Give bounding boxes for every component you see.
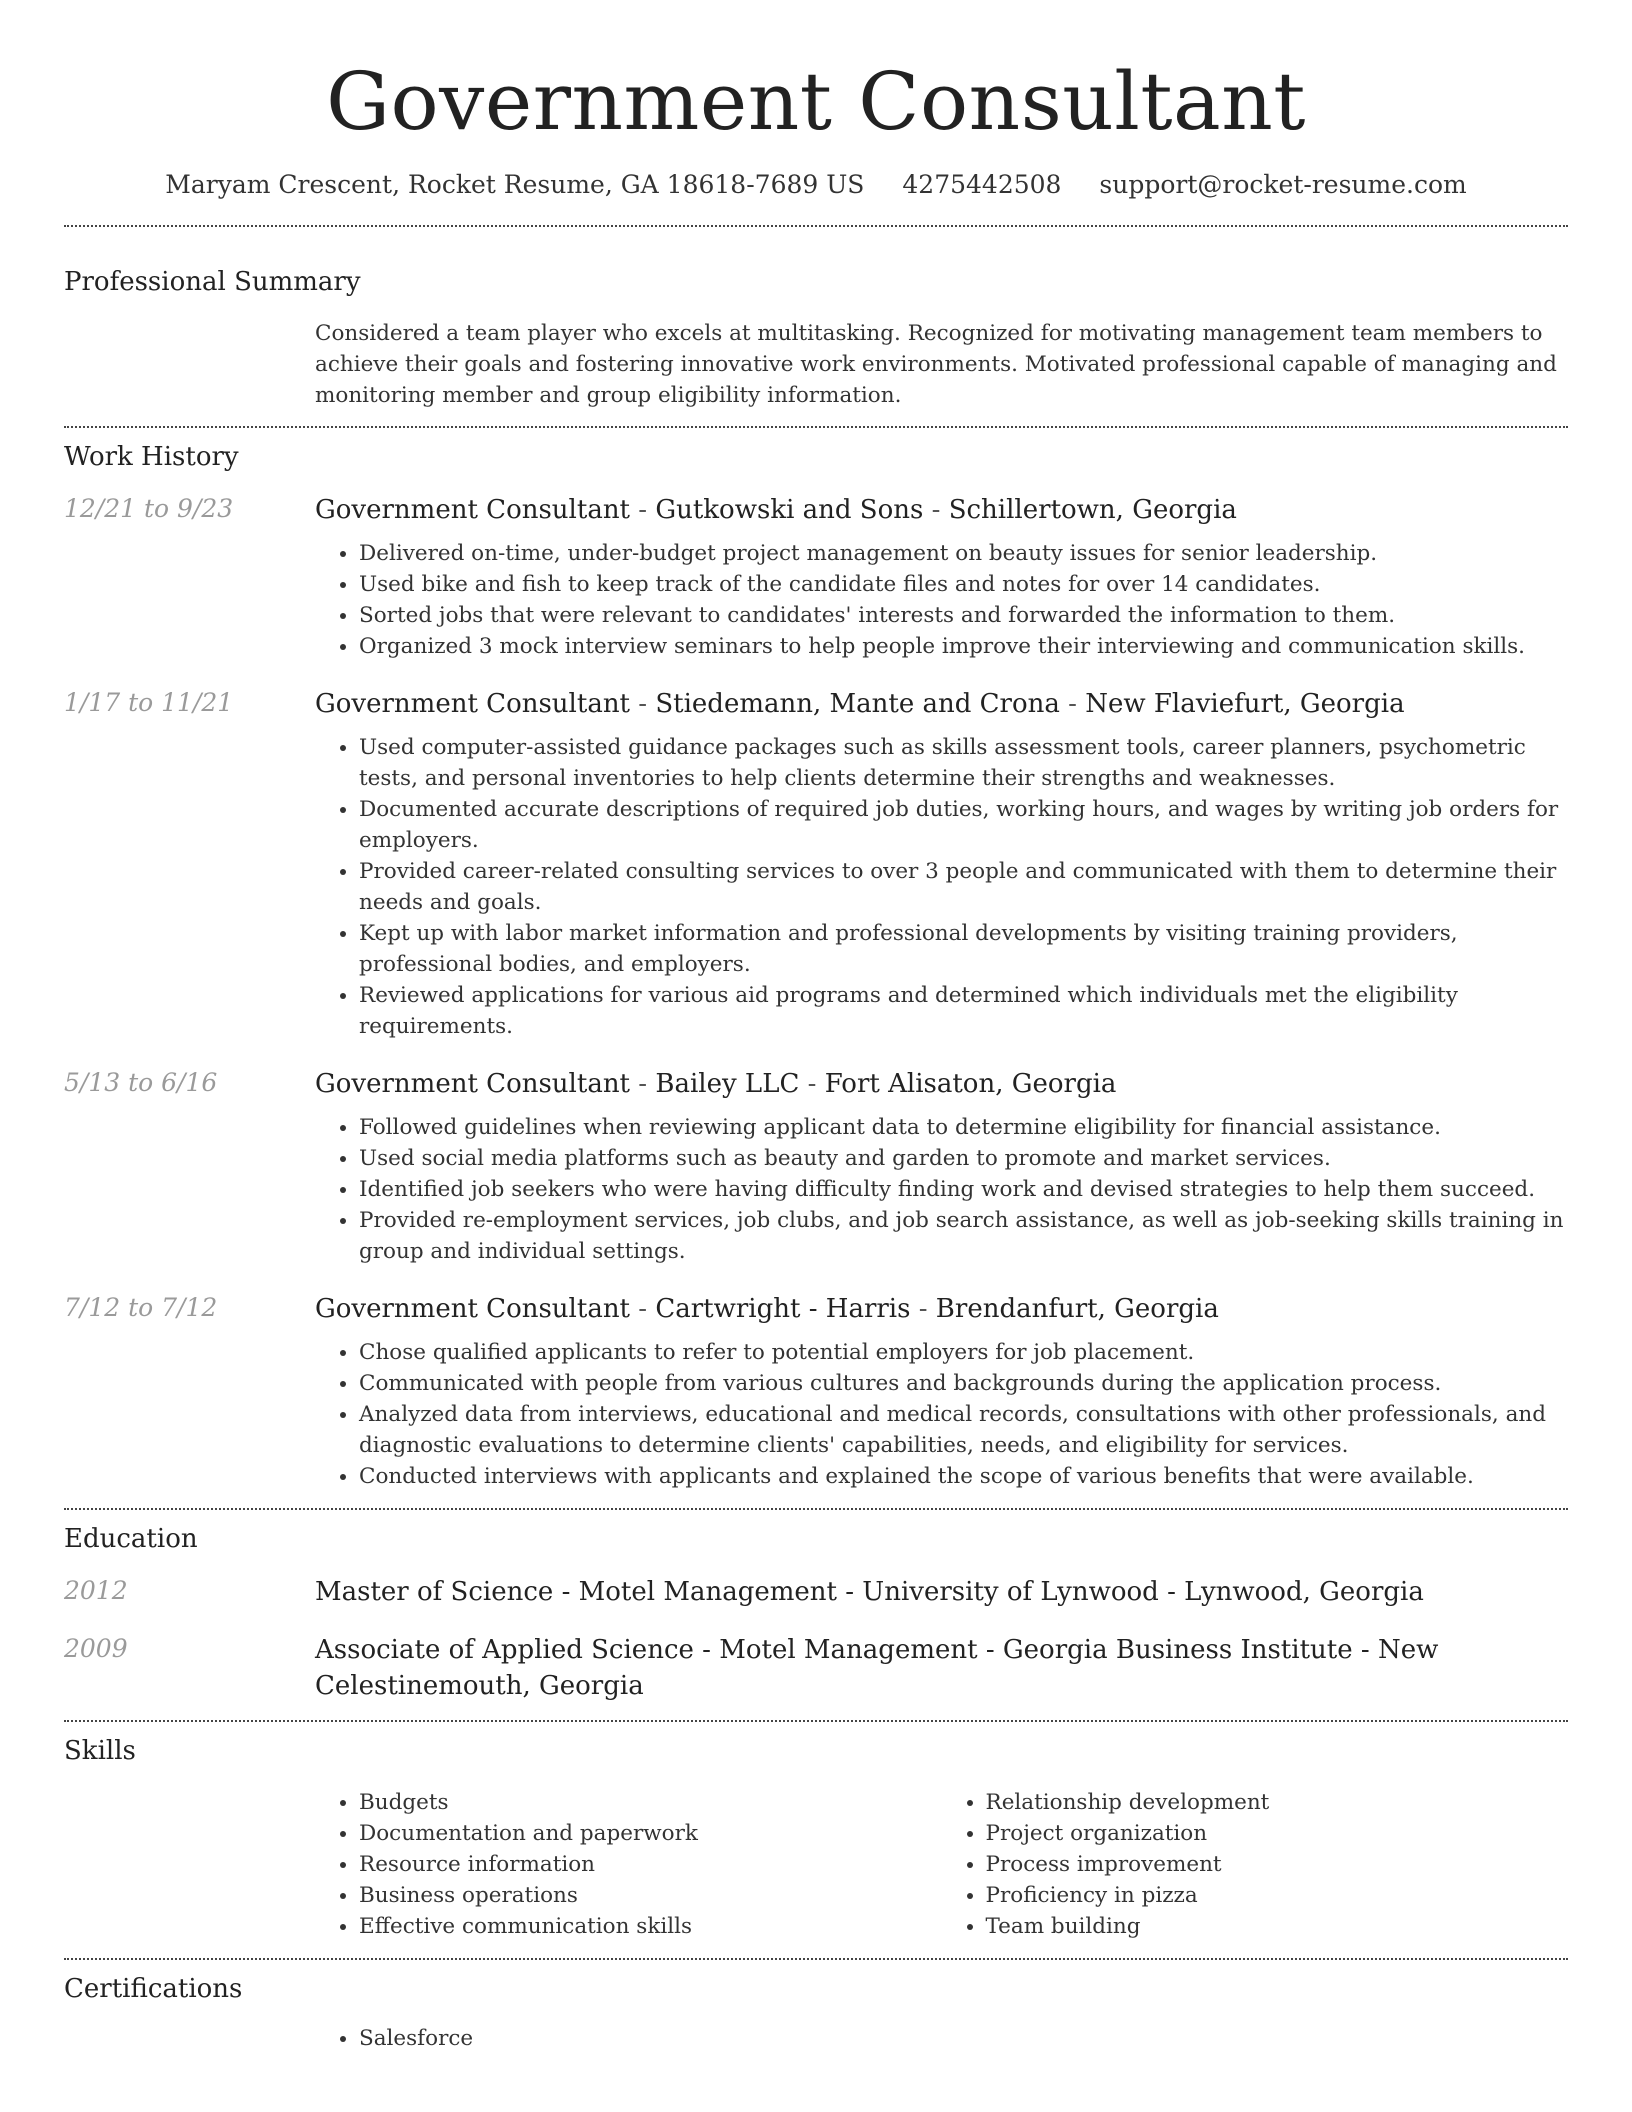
job-company: Stiedemann, Mante and Crona xyxy=(655,689,1060,719)
job-company: Gutkowski and Sons xyxy=(655,495,924,525)
education-school: Georgia Business Institute xyxy=(1002,1635,1353,1665)
job-bullet: • Sorted jobs that were relevant to candidates' interests and forwarded the information to them. xyxy=(359,600,1568,631)
job-bullet: • Identified job seekers who were having difficulty finding work and devised strategies to help them succeed. xyxy=(359,1174,1568,1205)
title-separator: - xyxy=(1158,1577,1185,1607)
job-entry xyxy=(64,686,1568,1042)
job-body xyxy=(315,686,1568,1042)
job-body xyxy=(315,1066,1568,1267)
divider xyxy=(64,1508,1568,1510)
job-entry xyxy=(64,1066,1568,1267)
resume-header xyxy=(0,0,1632,202)
education-title xyxy=(315,1574,1568,1610)
job-body xyxy=(315,1291,1568,1492)
job-title xyxy=(315,492,1568,528)
title-separator: - xyxy=(910,1294,936,1324)
job-company: Bailey LLC xyxy=(655,1069,800,1099)
job-entry xyxy=(64,492,1568,662)
job-title xyxy=(315,1066,1568,1102)
skill-item: • Business operations xyxy=(359,1880,942,1911)
skill-item: • Project organization xyxy=(986,1818,1569,1849)
job-dates: 7/12 to 7/12 xyxy=(64,1293,218,1322)
job-location: Fort Alisaton, Georgia xyxy=(824,1069,1117,1099)
title-separator: - xyxy=(630,689,656,719)
education-field: Motel Management xyxy=(719,1635,978,1665)
work-history-list xyxy=(0,492,1632,1492)
education-entry xyxy=(64,1574,1568,1610)
section-title-skills: Skills xyxy=(64,1736,136,1766)
divider xyxy=(64,426,1568,428)
job-bullets xyxy=(315,732,1568,1042)
job-title xyxy=(315,686,1568,722)
job-bullet: • Chose qualified applicants to refer to potential employers for job placement. xyxy=(359,1337,1568,1368)
job-bullet: • Used bike and fish to keep track of the candidate files and notes for over 14 candidates. xyxy=(359,569,1568,600)
title-separator: - xyxy=(693,1635,720,1665)
job-entry xyxy=(64,1291,1568,1492)
job-bullets xyxy=(315,1337,1568,1492)
job-dates: 5/13 to 6/16 xyxy=(64,1068,218,1097)
certifications-column xyxy=(315,2023,974,2054)
title-separator: - xyxy=(836,1577,863,1607)
education-degree: Master of Science xyxy=(315,1577,554,1607)
education-location: Lynwood, Georgia xyxy=(1184,1577,1424,1607)
skill-item: • Budgets xyxy=(359,1787,942,1818)
job-bullet: • Used social media platforms such as beauty and garden to promote and market services. xyxy=(359,1143,1568,1174)
section-title-work: Work History xyxy=(64,442,239,472)
job-bullet: • Delivered on-time, under-budget project management on beauty issues for senior leadership. xyxy=(359,538,1568,569)
education-school: University of Lynwood xyxy=(862,1577,1159,1607)
email: support@rocket-resume.com xyxy=(1099,170,1467,199)
phone: 4275442508 xyxy=(902,170,1062,199)
section-title-summary: Professional Summary xyxy=(64,267,361,297)
job-bullet: • Used computer-assisted guidance packages such as skills assessment tools, career planners, psychometric tests, and personal inventories to help clients determine their strengths and weaknesses. xyxy=(359,732,1568,794)
job-company: Cartwright - Harris xyxy=(655,1294,911,1324)
job-bullet: • Provided re-employment services, job clubs, and job search assistance, as well as job-seeking skills training in group and individual settings. xyxy=(359,1205,1568,1267)
education-title xyxy=(315,1632,1568,1704)
title-separator: - xyxy=(977,1635,1003,1665)
skill-item: • Relationship development xyxy=(986,1787,1569,1818)
summary-text: Considered a team player who excels at multitasking. Recognized for motivating management team members to achieve their goals and fostering innovative work environments. Motivated professional capable of managing and monitoring member and group eligibility information. xyxy=(315,321,1557,408)
job-bullet: • Kept up with labor market information and professional developments by visiting training providers, professional bodies, and employers. xyxy=(359,918,1568,980)
skill-item: • Effective communication skills xyxy=(359,1911,942,1942)
job-bullets xyxy=(315,538,1568,662)
job-role: Government Consultant xyxy=(315,1069,631,1099)
certification-item: • Salesforce xyxy=(359,2023,974,2054)
job-bullet: • Organized 3 mock interview seminars to help people improve their interviewing and communication skills. xyxy=(359,631,1568,662)
job-bullet: • Reviewed applications for various aid programs and determined which individuals met the eligibility requirements. xyxy=(359,980,1568,1042)
skill-item: • Team building xyxy=(986,1911,1569,1942)
divider xyxy=(64,225,1568,227)
candidate-name: Government Consultant xyxy=(326,55,1306,148)
title-separator: - xyxy=(923,495,949,525)
education-field: Motel Management xyxy=(578,1577,837,1607)
job-location: Brendanfurt, Georgia xyxy=(935,1294,1219,1324)
address: Maryam Crescent, Rocket Resume, GA 18618-7689 US xyxy=(165,170,865,199)
title-separator: - xyxy=(630,1069,656,1099)
skills-column-right xyxy=(942,1787,1569,1942)
job-dates: 1/17 to 11/21 xyxy=(64,688,234,717)
title-separator: - xyxy=(630,495,656,525)
job-role: Government Consultant xyxy=(315,689,631,719)
section-title-certifications: Certifications xyxy=(64,1974,243,2004)
job-title xyxy=(315,1291,1568,1327)
education-entry xyxy=(64,1632,1568,1704)
certifications-list xyxy=(315,2023,1568,2054)
job-body xyxy=(315,492,1568,662)
divider xyxy=(64,1720,1568,1722)
skills-column-left xyxy=(315,1787,942,1942)
contact-line xyxy=(0,168,1632,202)
skill-item: • Process improvement xyxy=(986,1849,1569,1880)
job-bullet: • Conducted interviews with applicants and explained the scope of various benefits that were available. xyxy=(359,1461,1568,1492)
job-dates: 12/21 to 9/23 xyxy=(64,494,234,523)
job-location: Schillertown, Georgia xyxy=(948,495,1237,525)
skills-grid xyxy=(315,1787,1568,1942)
job-role: Government Consultant xyxy=(315,1294,631,1324)
title-separator: - xyxy=(553,1577,579,1607)
job-bullet: • Communicated with people from various cultures and backgrounds during the application process. xyxy=(359,1368,1568,1399)
job-role: Government Consultant xyxy=(315,495,631,525)
job-bullet: • Provided career-related consulting services to over 3 people and communicated with them to determine their needs and goals. xyxy=(359,856,1568,918)
title-separator: - xyxy=(799,1069,825,1099)
skill-item: • Documentation and paperwork xyxy=(359,1818,942,1849)
title-separator: - xyxy=(630,1294,656,1324)
education-year: 2009 xyxy=(64,1634,128,1663)
job-bullet: • Analyzed data from interviews, educational and medical records, consultations with other professionals, and diagnostic evaluations to determine clients' capabilities, needs, and eligibility for services. xyxy=(359,1399,1568,1461)
title-separator: - xyxy=(1352,1635,1378,1665)
skill-item: • Resource information xyxy=(359,1849,942,1880)
divider xyxy=(64,1958,1568,1960)
job-bullets xyxy=(315,1112,1568,1267)
section-title-education: Education xyxy=(64,1524,198,1554)
job-location: New Flaviefurt, Georgia xyxy=(1085,689,1405,719)
skill-item: • Proficiency in pizza xyxy=(986,1880,1569,1911)
title-separator: - xyxy=(1059,689,1086,719)
job-bullet: • Followed guidelines when reviewing applicant data to determine eligibility for financial assistance. xyxy=(359,1112,1568,1143)
job-bullet: • Documented accurate descriptions of required job duties, working hours, and wages by writing job orders for employers. xyxy=(359,794,1568,856)
education-location: New Celestinemouth, Georgia xyxy=(315,1635,1439,1701)
education-degree: Associate of Applied Science xyxy=(315,1635,694,1665)
education-list xyxy=(0,1574,1632,1704)
education-year: 2012 xyxy=(64,1576,128,1605)
